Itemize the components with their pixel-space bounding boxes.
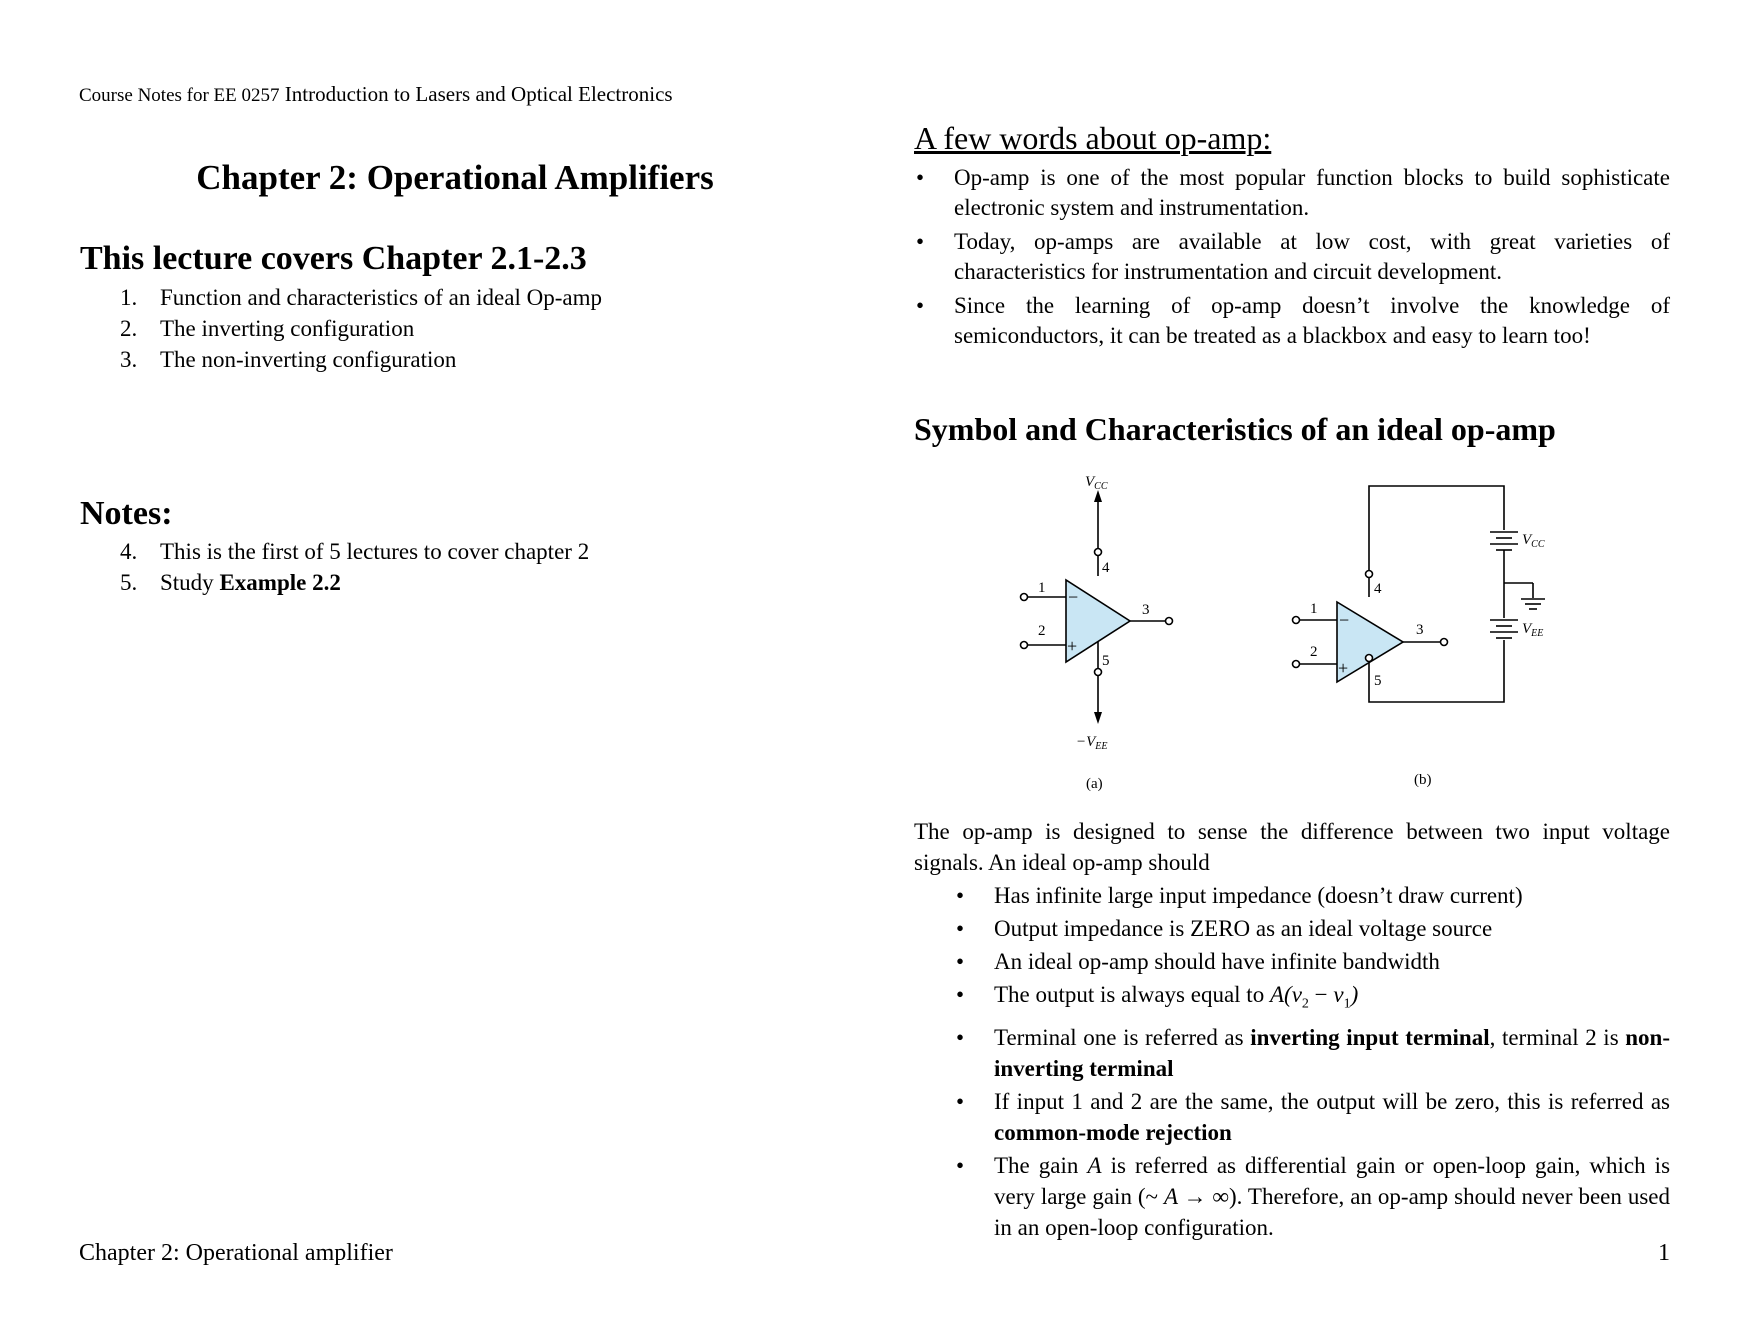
list-item: 4. This is the first of 5 lectures to cover chapter 2 [120,539,590,564]
svg-text:VCC: $V_{CC}$ [1085,474,1108,492]
svg-text:(a): (a) [1086,776,1103,792]
course-code: Course Notes for EE 0257 [79,85,280,106]
ideal-opamp-list [954,880,1670,1245]
svg-text:(b): (b) [1414,772,1432,788]
list-item: 3. The non-inverting configuration [120,347,457,372]
svg-text:3: 3 [1142,602,1150,618]
list-item: • Since the learning of op-amp doesn’t involve the knowledge of semiconductors, it can be treated as a blackbox and easy to learn too! [916,293,1670,348]
svg-text:2: 2 [1310,644,1318,660]
gain-equation: $A(v_2 - v_1)$ [1269,982,1359,1012]
svg-text:+: + [1067,636,1078,656]
svg-text:1: 1 [1038,580,1046,596]
svg-text:4: 4 [1102,560,1110,576]
list-item: 5. Study Example 2.2 [120,570,341,595]
svg-text:+: + [1338,658,1349,678]
svg-text:VEE: $V_{EE}$ [1522,621,1544,639]
list-item: • An ideal op-amp should have infinite bandwidth [956,949,1440,974]
svg-text:−: − [1068,587,1079,607]
list-item: • Today, op-amps are available at low cost, with great varieties of characteristics for instrumentation and circuit development. [916,229,1670,284]
page-number: 1 [1658,1240,1670,1266]
opamp-labels-b [1310,532,1545,788]
list-item: • If input 1 and 2 are the same, the output will be zero, this is referred as common-mode rejection [956,1088,1670,1145]
opamp-diagram-b [1293,486,1546,702]
chapter-title: Chapter 2: Operational Amplifiers [196,158,714,197]
svg-text:−VEE: $-V_{EE}$ [1076,734,1108,752]
svg-text:4: 4 [1374,581,1382,597]
opamp-intro-list [914,163,1670,355]
course-title: Introduction to Lasers and Optical Electronics [284,82,673,106]
list-item: • Output impedance is ZERO as an ideal voltage source [956,916,1493,941]
svg-text:5: 5 [1102,653,1110,669]
opamp-symbol-figure [1000,470,1580,800]
symbol-section-title: Symbol and Characteristics of an ideal op-amp [914,411,1556,447]
svg-text:2: 2 [1038,623,1046,639]
ideal-opamp-paragraph: The op-amp is designed to sense the difference between two input voltage signals. An ideal op-amp should [914,819,1670,875]
notes-list [80,536,589,598]
opamp-intro-title: A few words about op-amp: [914,120,1272,156]
list-item: 2. The inverting configuration [120,316,415,341]
page-footer: Chapter 2: Operational amplifier [79,1240,393,1266]
list-item: • The gain A is referred as differential gain or open-loop gain, which is very large gain (~ A → ∞). Therefore, an op-amp should never been used in an open-loop configuration. [956,1152,1671,1240]
list-item: • Op-amp is one of the most popular function blocks to build sophisticate electronic system and instrumentation. [916,165,1670,220]
svg-text:1: 1 [1310,601,1318,617]
list-item: • Has infinite large input impedance (doesn’t draw current) [956,883,1523,908]
list-item: 1. Function and characteristics of an ideal Op-amp [120,285,602,310]
notes-title: Notes: [80,495,173,532]
svg-text:5: 5 [1374,673,1382,689]
list-item: • Terminal one is referred as inverting input terminal, terminal 2 is non-inverting terminal [956,1024,1671,1081]
opamp-diagram-a [1021,490,1173,724]
list-item: • The output is always equal to $A(v_2 - v_1)$ [956,982,1359,1012]
lecture-list [80,282,602,375]
svg-text:VCC: $V_{CC}$ [1522,532,1545,550]
svg-text:3: 3 [1416,622,1424,638]
lecture-title: This lecture covers Chapter 2.1-2.3 [80,240,587,277]
svg-text:−: − [1339,610,1350,630]
course-header [79,82,673,107]
